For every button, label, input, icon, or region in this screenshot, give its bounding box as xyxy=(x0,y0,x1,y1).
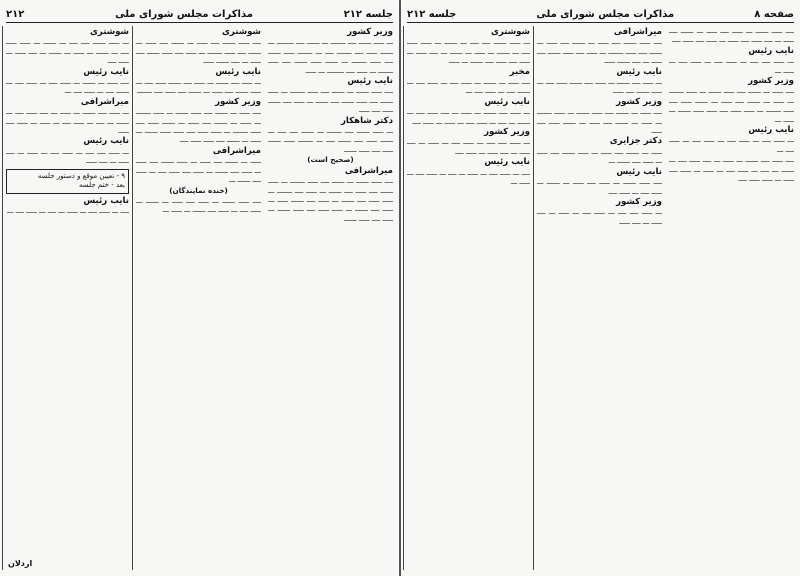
session-label: جلسه ۲۱۲ xyxy=(407,8,457,20)
speaker-name: نایب رئیس xyxy=(215,66,261,77)
right-page-column-3: شوشتری ـــ ـــــ ــــــ ــــ ــــ ـــ ــــــ ـــ ـــــ ـــــ ــــ ـــ ــــــ ـــ ـــــ ـــ ــــــ ـــ ــــ ـــــ ـــ ـــــ ــــ ـــــ ــــ ــــــ ـــ ـــــ مخبر ــــ ـــــ ـــ ــــــ ـــ ـــــ ــــ ـــ ـــــ ــــ ـــ ــــــ ــــ ـــ ـــــ ــــ ـــ نایب رئیس ـــ ـــــ ــــ ــــــ ـــ ـــــ ـــ ــــ ـــــ ــــ ـــ ــــــ ـــ ــــ ـــ ـــــ ــــ ـــ ـــــ ـــ ـــــ ــــ وزیر کشور ـــ ـــــ ــــ ــــ ـــ ـــــ ــــ ـــ ـــــ ـــ ــــ ـــــ ـــ ــــ ـــــ ـــ ـــــ ــــ نایب رئیس ــــ ـــ ـــــ ــــ ـــ ـــــ ـــ ــــ ـــ ـــــ ــــ ـــ ـــــ ـــ xyxy=(403,26,530,570)
speaker-name: دکتر شاهکار xyxy=(340,115,393,126)
journal-title: مذاکرات مجلس شورای ملی xyxy=(115,8,253,20)
speaker-name: وزیر کشور xyxy=(215,96,261,107)
right-page-column-1: ــــ ـــــ ــــــ ـــ ـــــ ــــ ـــــ ـــ ــــــ ــــ ـــــ ـــ ــــ ـــــ ــــ ـــــ ـــ ـــــ ــــ ـــــ ــــ نایب رئیس ـــ ـــــ ــــ ــــ ـــ ـــــ ــــ ـــ ـــــ ــــ ـــ ـــــ ـــ وزیر کشور ــــ ـــــ ـــ ــــــ ــــ ـــــ ــــــ ـــ ـــــ ـــــــ ـــ ـــــ ـــ ــــــ ــــ ـــــ ـــ ــــــ ـــــ ــــ ـــــ ـــــــ ـــ ـــــ ـــــ ــــ ـــــ ـــــ ــــــ ـــ ـــــ ـــ نایب رئیس ـــ ـــــ ــــ ـــ ـــــ ــــ ـــ ـــــ ــــ ـــ ـــــ ــــ ـــ ــــ ـــــ ــــ ــــــ ـــ ـــــ ـــ ــــ ـــــ ــــ ـــ ــــــ ـــ ــــ ـــ ـــــ ــــ ـــ ـــــ ـــ ـــــ ــــ ـــــ ـــ ـــــ ـــــ ــــ xyxy=(669,26,794,184)
speaker-name: وزیر کشور xyxy=(484,127,530,138)
speaker-name: وزیر کشور xyxy=(616,196,662,207)
speaker-name: میراشرافی xyxy=(613,27,662,37)
session-end-box: ۹ - تعیین موقع و دستور جلسه بعد - ختم جلسه xyxy=(6,169,129,194)
journal-title: مذاکرات مجلس شورای ملی xyxy=(536,8,675,20)
speaker-name: نایب رئیس xyxy=(748,45,794,56)
page-number: صفحه ۸ xyxy=(754,8,794,20)
speaker-name: دکتر جزایری xyxy=(609,136,662,147)
right-page xyxy=(401,0,800,576)
left-page-column-1: وزیر کشور ـــ ـــــ ــــــ ــــ ـــــــ ـــ ــــــ ــــ ــــــــ ـــ ــــــ ـــــ ــــ ـــــــ ــــ ـــ ـــــــ ـــــ ــــــ ــــ ـــــ ـــــــ ـــ ــــــ ـــــ ــــــ ــــ ـــــ ـــــــ ـــ ـــــ ــــ ــــــــ ـــ ـــــ نایب رئیس ــــ ـــــ ــــــ ـــ ــــــ ــــ ـــــ ـــــــ ـــ ـــــ ــــــ ــــ ـــــ ــــــ ــــ ــــــ ـــ ـــــ ــــ ــــــ ـــــ ــــ ـــــ دکتر شاهکار ـــ ـــــ ــــــ ــــ ـــــــ ـــ ــــــ ــــ ــــ ـــ ــــــ ـــــ ــــ ــــــ ــــ ـــ ـــــــ ـــــ ــــــ ـــــ ــــ ـــــ ــــــ (صحیح است) میراشرافی ــــ ـــــ ــــــ ـــ ــــــ ــــ ـــــ ـــــــ ـــ ـــــ ــــــ ــــ ـــــ ــــ ــــــ ـــ ـــــ ــــ ـــــــ ـــ ـــــ ـــــ ــــ ــــــ ـــ ـــــ ــــ ــــــ ـــــ ـــ ـــــ ــــ ــــــ ـــ ـــــ ـــــ ــــ ـــــ ــــــ ـــ ـــــ ــــ ـــــ ــــــ xyxy=(268,27,393,223)
speaker-name: نایب رئیس xyxy=(616,66,662,77)
speaker-name: نایب رئیس xyxy=(748,125,794,136)
note-laughter: (خنده نمایندگان) xyxy=(169,185,228,195)
page-number: ۲۱۲ xyxy=(6,8,25,20)
speaker-name: شوشتری xyxy=(221,27,261,37)
signature: اردلان xyxy=(8,559,33,568)
speaker-name: وزیر کشور xyxy=(347,27,393,37)
left-page xyxy=(0,0,399,576)
speaker-name: نایب رئیس xyxy=(83,195,129,206)
note-approved: (صحیح است) xyxy=(307,155,354,165)
speaker-name: نایب رئیس xyxy=(484,96,530,107)
speaker-name: نایب رئیس xyxy=(83,66,129,77)
left-page-column-3: شوشتری ـــ ـــــ ــــــ ــــ ــــ ـــ ــــــ ـــ ـــــ ـــــ ــــ ـــ ــــــ ـــ ـــــ ـــ ــــــ ـــ ــــ ـــــ ـــ ـــــ ــــ نایب رئیس ــــ ـــــ ـــ ــــــ ـــ ـــــ ــــ ـــ ـــــ ــــ ـــ ــــــ ــــ ـــ ـــــ ــــ ـــ میراشرافی ـــ ـــــ ــــ ــــــ ـــ ـــــ ـــ ــــ ـــــ ــــ ـــ ــــــ ـــ ــــ ـــ ـــــ ــــ ـــ ـــــ ـــ ـــــ ــــ ـــــ نایب رئیس ـــ ـــــ ــــ ــــ ـــ ـــــ ــــ ـــ ـــــ ـــ ــــ ـــــ ـــ ــــ ـــــ ۹ - تعیین موقع و دستور جلسه بعد - ختم جلسه نایب رئیس ــــ ـــ ـــــ ــــ ـــ ـــــ ـــ ــــ ـــ ـــــ ــــ ـــ xyxy=(2,26,129,570)
speaker-name: شوشتری xyxy=(490,27,530,37)
left-page-header xyxy=(6,6,393,23)
speaker-name: میراشرافی xyxy=(80,96,129,107)
left-page-column-2: شوشتری ــــ ـــــ ــــــ ــــ ـــــ ـــ ــــــ ــــ ـــــ ـــ ــــــ ــــ ـــــ ـــــــ ـــ ـــــ ــــ ـــــ ــــــ ــــ ـــــ ـــ ــــ ــــــ ـــــ نایب رئیس ـــ ـــــ ــــ ــــــ ـــ ـــــ ــــ ــــــ ـــــ ــــ ـــ ـــــ ــــــ ــــ ـــــ ـــ ــــــ ــــ ـــــ ــــ ـــــــ وزیر کشور ــــ ـــــ ـــ ــــــ ــــ ـــــ ــــــ ـــ ـــــ ـــــــ ـــ ـــــ ـــ ــــــ ــــ ـــــ ـــ ــــــ ـــــ ــــ ـــــ ـــــــ ـــ ـــــ ـــــ ــــ ـــــ ـــــ ــــــ ـــ ـــــ ـــ ــــــ ــــ ـــــ ـــــ ــــ میراشرافی ـــــ ـــ ــــــ ــــ ـــــ ـــ ـــــ ــــــ ــــ ـــــ ـــ ـــــ ــــ ــــــ ـــ ـــــ ــــ ـــــ ــــ ـــ ـــــ ــــ ــــــ ـــ (خنده نمایندگان) ــــ ـــــ ــــــ ـــ ـــــ ــــ ـــــ ـــ ــــــ ـــ ـــــ ــــ ـــ ـــــ ــــ ــــــ ـــ ـــــ ـــ xyxy=(132,26,261,570)
speaker-name: نایب رئیس xyxy=(484,157,530,168)
speaker-name: وزیر کشور xyxy=(748,76,794,87)
speaker-name: شوشتری xyxy=(89,27,129,37)
speaker-name: نایب رئیس xyxy=(616,166,662,177)
right-page-header xyxy=(407,6,794,23)
speaker-name: نایب رئیس xyxy=(83,136,129,147)
speaker-name: نایب رئیس xyxy=(347,76,393,87)
right-page-column-2: میراشرافی ــــ ـــــ ــــــ ــــ ـــــ ـــ ــــــ ــــ ـــــ ـــ ــــــ ــــ ـــــ ـــــــ ـــ ـــــ ــــ ـــــ ــــــ ــــ ـــــ ـــ ــــ ــــــ ـــــ نایب رئیس ـــ ـــــ ــــ ــــــ ـــ ـــــ ــــ ــــــ ـــــ ــــ ـــ ـــــ ــــــ ــــ ـــــ وزیر کشور ــــ ـــــ ـــ ــــــ ــــ ـــــ ــــــ ـــ ـــــ ـــــــ ـــ ـــــ ـــ ــــــ ــــ ـــــ ـــ ــــــ ـــــ ــــ ـــــ دکتر جزایری ـــــ ـــ ــــــ ــــ ـــــ ـــ ـــــ ــــــ ــــ ـــــ ـــ ـــــ ــــ ــــــ ـــ نایب رئیس ــــ ـــــ ــــــ ـــ ـــــ ــــ ـــــ ـــ ــــــ ـــ ـــــ ــــ ـــ ـــــ ــــ وزیر کشور ـــ ـــــ ــــ ــــ ـــ ـــــ ــــ ـــ ـــــ ـــ ــــ ـــــ ـــ ــــ ـــــ xyxy=(533,26,662,570)
speaker-name: مخبر xyxy=(509,66,530,77)
speaker-name: وزیر کشور xyxy=(616,96,662,107)
speaker-name: میراشرافی xyxy=(212,145,261,156)
speaker-name: میراشرافی xyxy=(344,165,393,176)
session-label: جلسه ۲۱۲ xyxy=(343,8,393,20)
